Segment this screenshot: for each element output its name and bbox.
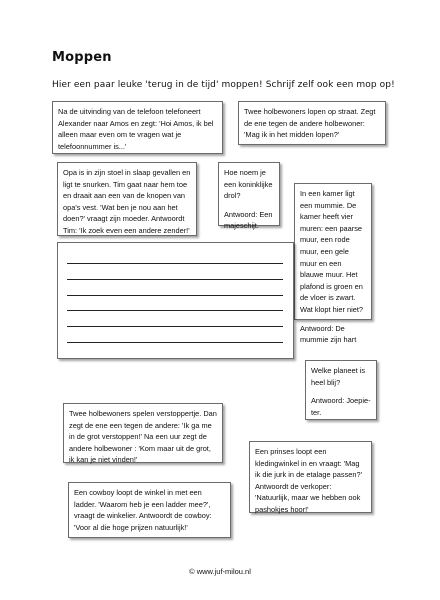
write-line[interactable] — [67, 326, 283, 327]
joke-box-holbewoners-verstoppertje — [63, 403, 223, 463]
joke-text: Na de uitvinding van de telefoon telefoneert Alexander naar Amos en zegt: 'Hoi Amos, ik bel alleen maar even om te vragen wat je telefoonnummer is...' — [58, 107, 214, 151]
joke-text: Welke planeet is heel blij? — [311, 366, 366, 387]
joke-box-prinses — [249, 441, 372, 513]
joke-box-planeet — [305, 360, 377, 420]
joke-text: Twee holbewoners spelen verstoppertje. Dan zegt de ene een tegen de andere: 'Ik ga me in de grot verstoppen!' Na een uur zegt de andere holbewoner : 'Kom maar uit de grot, ik kan je niet vinden!' — [69, 409, 217, 465]
joke-answer: Antwoord: De mummie zijn hart — [300, 323, 357, 345]
write-line[interactable] — [67, 279, 283, 280]
joke-answer: Antwoord: Joepie-ter. — [311, 396, 371, 417]
joke-box-cowboy — [68, 482, 231, 538]
write-line[interactable] — [67, 310, 283, 311]
joke-box-opa-stoel — [57, 162, 197, 236]
joke-text: Opa is in zijn stoel in slaap gevallen en ligt te snurken. Tim gaat naar hem toe en draait aan een van de knopen van opa's vest. 'Wat ben je nou aan het doen?' vraagt zijn moeder. Antwoordt Tim: 'Ik zoek even een andere zender!' — [63, 168, 191, 235]
page-title: Moppen — [52, 50, 112, 65]
write-line[interactable] — [67, 342, 283, 343]
write-line[interactable] — [67, 295, 283, 296]
joke-text: Hoe noem je een koninklijke drol? — [224, 168, 273, 201]
joke-text: Twee holbewoners lopen op straat. Zegt de ene tegen de andere holbewoner: 'Mag ik in het midden lopen?' — [244, 107, 376, 140]
write-line[interactable] — [67, 263, 283, 264]
joke-text: In een kamer ligt een mummie. De kamer heeft vier muren: een paarse muur, een rode muur, een gele muur en een blauwe muur. Het plafond is groen en de vloer is zwart. Wat klopt hier niet? — [300, 189, 363, 314]
footer-copyright: © www.juf-milou.nl — [189, 567, 251, 576]
joke-text: Een prinses loopt een kledingwinkel in en vraagt: 'Mag ik die jurk in de etalage passen?' Antwoordt de verkoper: 'Natuurlijk, maar we hebben ook pashokjes hoor!' — [255, 447, 363, 514]
joke-answer: Antwoord: Een majeschijt. — [224, 209, 273, 231]
joke-box-telefoon — [52, 101, 223, 154]
joke-box-koninklijke-drol — [218, 162, 280, 231]
intro-text: Hier een paar leuke 'terug in de tijd' moppen! Schrijf zelf ook een mop op! — [52, 80, 395, 90]
joke-text: Een cowboy loopt de winkel in met een ladder. 'Waarom heb je een ladder mee?', vraagt de winkelier. Antwoordt de cowboy: 'Voor al die hoge prijzen natuurlijk!' — [74, 488, 212, 532]
joke-box-mummie — [294, 183, 372, 345]
write-your-own-area[interactable] — [57, 242, 294, 359]
joke-box-holbewoners-straat — [238, 101, 386, 145]
